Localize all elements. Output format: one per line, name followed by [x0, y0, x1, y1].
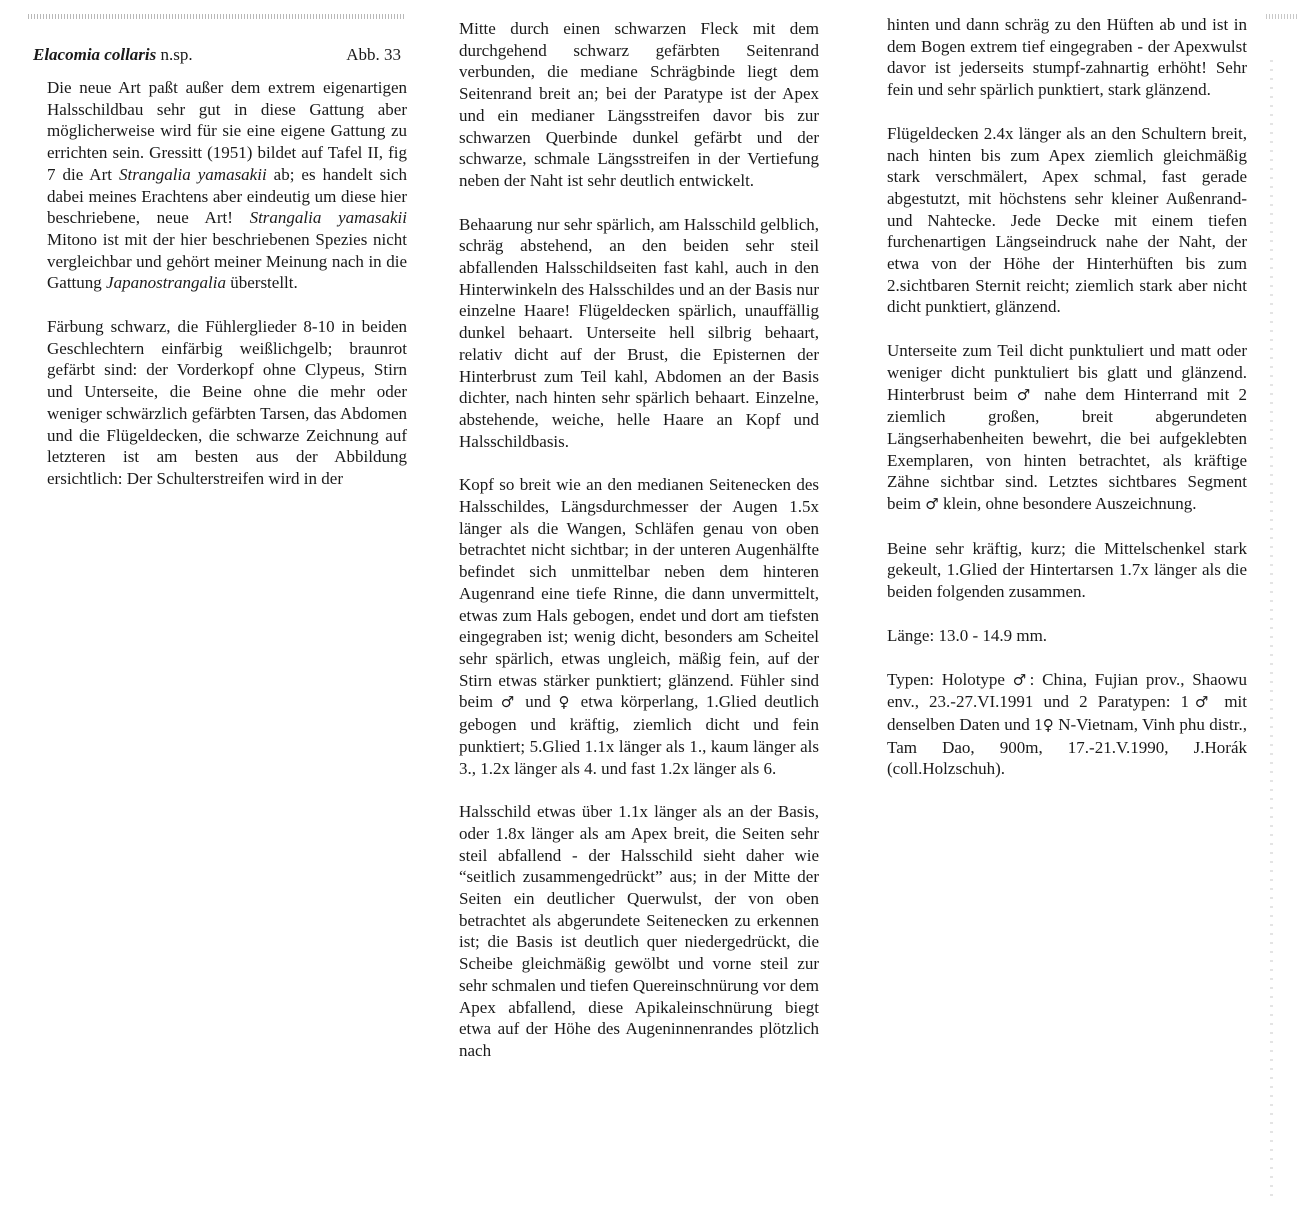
- text-run: ab; es handelt sich dabei meines Erachtens aber eindeutig um diese hier beschriebene, neue Art!: [47, 164, 407, 228]
- figure-reference: Abb. 33: [346, 45, 401, 64]
- text-run: nahe dem Hinterrand mit 2 ziemlich großen, breit abgerundeten Längserhabenheiten bewehrt, die bei aufgeklebten Exemplaren, von hinten betrachtet, als kräftige Zähne sichtbar sind. Letztes sichtbares Segment beim: [887, 384, 1248, 514]
- text-run: etwa körperlang, 1.Glied deutlich gebogen und kräftig, ziemlich dicht und fein punktiert; 5.Glied 1.1x länger als 1., kaum länger als 3., 1.2x länger als 4. und fast 1.2x länger als 6.: [459, 692, 820, 778]
- female-symbol: ♀: [1042, 715, 1054, 734]
- taxon-name: Strangalia yamasakii: [249, 208, 407, 228]
- paragraph-underside: [887, 340, 1247, 516]
- text-run: überstellt.: [225, 273, 298, 293]
- paragraph-legs: Beine sehr kräftig, kurz; die Mittelschenkel stark gekeult, 1.Glied der Hintertarsen 1.7x länger als die beiden folgenden zusammen.: [887, 538, 1247, 602]
- page-edge: [1270, 60, 1273, 1200]
- paragraph-head: [459, 474, 819, 779]
- top-rule-right: [1266, 14, 1299, 19]
- text-run: und: [517, 692, 559, 712]
- female-symbol: ♀: [558, 693, 573, 712]
- text-run: mit denselben Daten und 1: [887, 692, 1247, 734]
- paragraph-elytra: Flügeldecken 2.4x länger als an den Schultern breit, nach hinten bis zum Apex ziemlich gleichmäßig stark verschmälert, Apex schmal, fast gerade abgestutzt, mit höchstens sehr kleiner Außenrand- und Nahtecke. Jede Decke mit einem tiefen furchenartigen Längseindruck nahe der Naht, der etwa von der Höhe der Hinterhüften bis zum 2.sichtbaren Sternit reicht; ziemlich stark aber nicht dicht punktiert, glänzend.: [887, 123, 1247, 317]
- text-run: Unterseite zum Teil dicht punktuliert und matt oder weniger dicht punktuliert bis glatt und glänzend. Hinterbrust beim: [887, 341, 1247, 404]
- top-rule: [28, 14, 406, 19]
- paragraph-coloration-continued: Mitte durch einen schwarzen Fleck mit dem durchgehend schwarz gefärbten Seitenrand verbunden, die mediane Schrägbinde liegt dem Seitenrand breit an; bei der Paratype ist der Apex und ein medianer Längsstreifen davor bis zur schwarzen Querbinde dunkel gefärbt und der schwarze, schmale Längsstreifen in der Vertiefung neben der Naht ist sehr deutlich entwickelt.: [459, 19, 819, 190]
- species-suffix: n.sp.: [156, 45, 193, 64]
- text-run: Typen: Holotype: [887, 669, 1013, 689]
- text-run: Kopf so breit wie an den medianen Seitenecken des Halsschildes, Längsdurchmesser der Augen 1.5x länger als die Wangen, Schläfen genau von oben betrachtet nicht sichtbar; in der unteren Augenhälfte befindet sich unmittelbar neben dem hinteren Augenrand eine tiefe Rinne, die dann unvermittelt, etwas zum Hals gebogen, endet und dort am tiefsten eingegraben ist; wenig dicht, besonders am Scheitel sehr spärlich, etwas ungleich, mäßig fein, auf der Stirn etwas stärker punktiert; glänzend. Fühler sind beim: [459, 475, 819, 712]
- paragraph-types: [887, 669, 1247, 781]
- text-run: klein, ohne besondere Auszeichnung.: [938, 494, 1197, 514]
- paragraph-pronotum-continued: hinten und dann schräg zu den Hüften ab und ist in dem Bogen extrem tief eingegraben - der Apexwulst davor ist jederseits stumpf-zahnartig erhöht! Sehr fein und sehr spärlich punktiert, stark glänzend.: [887, 15, 1247, 100]
- text-run: : China, Fujian prov., Shaowu env., 23.-27.VI.1991 und 2 Paratypen: 1: [887, 669, 1247, 712]
- male-symbol: ♂: [925, 495, 939, 514]
- text-run: N-Vietnam, Vinh phu distr., Tam Dao, 900m, 17.-21.V.1990, J.Horák (coll.Holzschuh).: [887, 714, 1247, 779]
- taxon-name: Strangalia yamasakii: [118, 164, 267, 184]
- male-symbol: ♂: [1012, 670, 1030, 689]
- taxon-name: Japanostrangalia: [106, 273, 226, 293]
- paragraph-pronotum: Halsschild etwas über 1.1x länger als an der Basis, oder 1.8x länger als am Apex breit, die Seiten sehr steil abfallend - der Halsschild sieht daher wie “seitlich zusammengedrückt” aus; in der Mitte der Seiten ein deutlicher Querwulst, der von oben betrachtet als abgerundete Seitenecken zu erkennen ist; die Basis ist deutlich quer niedergedrückt, die Scheibe gleichmäßig gewölbt und vorne steil zur sehr schmalen und tiefen Quereinschnürung vor dem Apex abfallend, diese Apikaleinschnürung biegt etwa auf der Höhe des Augeninnenrandes plötzlich nach: [459, 802, 819, 1060]
- male-symbol: ♂: [1189, 693, 1215, 712]
- text-column-3: [887, 14, 1247, 802]
- male-symbol: ♂: [500, 693, 518, 712]
- paragraph-pubescence: Behaarung nur sehr spärlich, am Halsschild gelblich, schräg abstehend, an den beiden sehr steil abfallenden Halsschildseiten fast kahl, auch in den Hinterwinkeln des Halsschildes und an der Basis nur einzelne Haare! Flügeldecken spärlich, unauffällig dunkel behaart. Unterseite hell silbrig behaart, relativ dicht auf der Brust, die Episternen der Hinterbrust zum Teil kahl, Abdomen an der Basis dichter, nach hinten sehr spärlich behaart. Einzelne, abstehende, weiche, helle Haare an Kopf und Halsschildbasis.: [459, 214, 819, 451]
- text-run: Die neue Art paßt außer dem extrem eigenartigen Halsschildbau sehr gut in diese Gattung aber möglicherweise wird für sie eine eigene Gattung zu errichten sein. Gressitt (1951) bildet auf Tafel II, fig 7 die Art: [47, 78, 407, 184]
- paragraph-intro: [47, 77, 407, 294]
- species-heading: [33, 44, 401, 66]
- text-run: Mitono ist mit der hier beschriebenen Spezies nicht vergleichbar und gehört meiner Meinung nach in die Gattung: [47, 229, 407, 293]
- male-symbol: ♂: [1016, 385, 1036, 404]
- text-column-1: [47, 77, 407, 512]
- paragraph-length: Länge: 13.0 - 14.9 mm.: [887, 625, 1048, 645]
- species-name: Elacomia collaris: [33, 45, 157, 64]
- paragraph-coloration: Färbung schwarz, die Fühlerglieder 8-10 in beiden Geschlechtern einfärbig weißlichgelb; braunrot gefärbt sind: der Vorderkopf ohne Clypeus, Stirn und Unterseite, die Beine ohne die mehr oder weniger schwärzlich gefärbten Tarsen, das Abdomen und die Flügeldecken, die schwarze Zeichnung auf letzteren ist am besten aus der Abbildung ersichtlich: Der Schulterstreifen wird in der: [47, 317, 407, 488]
- text-column-2: [459, 18, 819, 1084]
